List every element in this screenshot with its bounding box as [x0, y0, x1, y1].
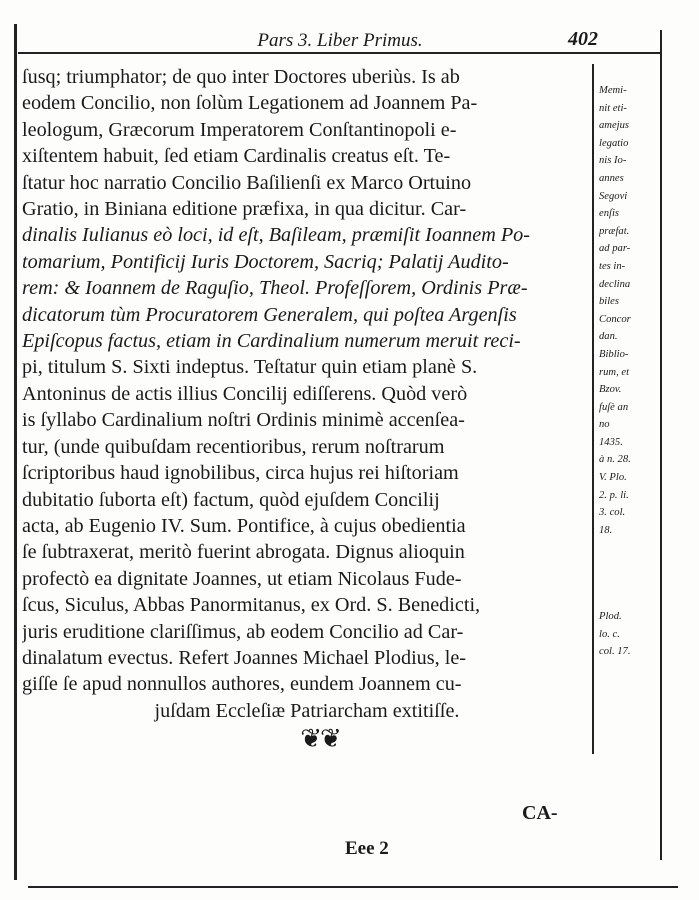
text-line: ſusq; triumphator; de quo inter Doctores uberiùs. Is ab — [22, 66, 460, 88]
margin-note-line: Segovi — [599, 190, 628, 202]
text-line: ſtatur hoc narratio Concilio Baſilienſi ex Marco Ortuino — [22, 171, 472, 194]
margin-note-line: legatio — [599, 137, 629, 149]
margin-note-line: nit eti- — [599, 102, 627, 114]
margin-note-line: ad par- — [599, 243, 631, 255]
margin-note-line: Plod. — [599, 611, 622, 622]
text-line: dicatorum tùm Procuratorem Generalem, qui poſtea Argenſis — [22, 303, 517, 326]
text-line: profectò ea dignitate Joannes, ut etiam Nicolaus Fude- — [22, 567, 462, 590]
margin-note-line: V. Plo. — [599, 472, 627, 484]
text-line: tur, (unde quibuſdam recentioribus, rerum noſtrarum — [22, 435, 445, 458]
margin-note-line: 2. p. li. — [599, 489, 629, 501]
margin-note-line: nis Io- — [599, 155, 627, 167]
text-line: eodem Concilio, non ſolùm Legationem ad Joannem Pa- — [22, 92, 478, 115]
margin-note-line: à n. 28. — [599, 454, 631, 466]
text-line: rem: & Ioannem de Raguſio, Theol. Profeſſorem, Ordinis Præ- — [22, 277, 528, 300]
text-line: ſcriptoribus haud ignobilibus, circa hujus rei hiſtoriam — [22, 462, 459, 485]
text-line: giſſe ſe apud nonnullos authores, eundem Joannem cu- — [22, 673, 462, 696]
text-line: Epiſcopus factus, etiam in Cardinalium numerum meruit reci- — [22, 330, 521, 353]
text-line: Antoninus de actis illius Concilij ediſſerens. Quòd verò — [22, 382, 468, 405]
text-line: acta, ab Eugenio IV. Sum. Pontifice, à cujus obedientia — [22, 514, 466, 537]
bottom-rule — [28, 886, 678, 888]
margin-note-line: Biblio- — [599, 348, 629, 360]
text-line: ſcus, Siculus, Abbas Panormitanus, ex Ord. S. Benedicti, — [22, 594, 481, 617]
margin-note-line: tes in- — [599, 260, 626, 272]
text-line: juris eruditione clariſſimus, ab eodem Concilio ad Car- — [22, 620, 464, 643]
margin-note-line: Bzov. — [599, 384, 622, 396]
margin-note-line: enſis — [599, 208, 620, 220]
margin-note-line: biles — [599, 296, 620, 308]
text-line: is ſyllabo Cardinalium noſtri Ordinis minimè accenſea- — [22, 409, 465, 432]
margin-note-line: Memi- — [599, 85, 627, 96]
header-rule — [18, 52, 661, 54]
margin-note-line: rum, et — [599, 366, 630, 378]
page-number: 402 — [568, 28, 598, 50]
left-border-line — [14, 24, 17, 880]
margin-note-line: annes — [599, 172, 624, 184]
text-line: Gratio, in Biniana editione præfixa, in qua dicitur. Car- — [22, 198, 467, 221]
margin-note-line: 18. — [599, 524, 613, 536]
margin-note-line: no — [599, 419, 610, 431]
text-line: leologum, Græcorum Imperatorem Conſtantinopoli e- — [22, 118, 457, 141]
margin-note-line: amejus — [599, 120, 630, 132]
margin-note-line: Concor — [599, 313, 631, 325]
signature-mark: Eee 2 — [345, 838, 389, 859]
margin-note-2 — [599, 608, 659, 661]
text-line: ſe ſubtraxerat, meritò fuerint abrogata. Dignus alioquin — [22, 541, 465, 564]
margin-note-1 — [599, 82, 659, 539]
text-line: dinalatum evectus. Refert Joannes Michael Plodius, le- — [22, 646, 467, 669]
margin-note-line: 1435. — [599, 436, 623, 448]
right-border-line — [660, 30, 662, 860]
running-title: Pars 3. Liber Primus. — [257, 30, 423, 51]
margin-note-line: declina — [599, 278, 631, 290]
margin-note-line: col. 17. — [599, 646, 631, 658]
text-line: pi, titulum S. Sixti indeptus. Teſtatur quin etiam planè S. — [22, 356, 478, 379]
margin-note-line: fuſè an — [599, 401, 629, 413]
main-text-block — [22, 64, 592, 724]
text-line: dinalis Iulianus eò loci, id eſt, Baſileam, præmiſit Ioannem Po- — [22, 224, 530, 247]
text-line: tomarium, Pontificij Iuris Doctorem, Sacriq; Palatij Audito- — [22, 250, 509, 273]
text-line: dubitatio ſuborta eſt) factum, quòd ejuſdem Concilij — [22, 488, 440, 511]
margin-note-line: præfat. — [599, 225, 630, 237]
margin-divider — [592, 64, 594, 754]
margin-note-line: dan. — [599, 331, 618, 343]
margin-note-line: lo. c. — [599, 628, 620, 640]
fleuron-ornament-icon: ❦❦ — [300, 724, 340, 754]
catchword: CA- — [522, 802, 558, 824]
margin-note-line: 3. col. — [599, 507, 626, 519]
text-line: xiſtentem habuit, ſed etiam Cardinalis creatus eſt. Te- — [22, 145, 451, 168]
text-line: juſdam Eccleſiæ Patriarcham extitiſſe. — [154, 699, 460, 722]
